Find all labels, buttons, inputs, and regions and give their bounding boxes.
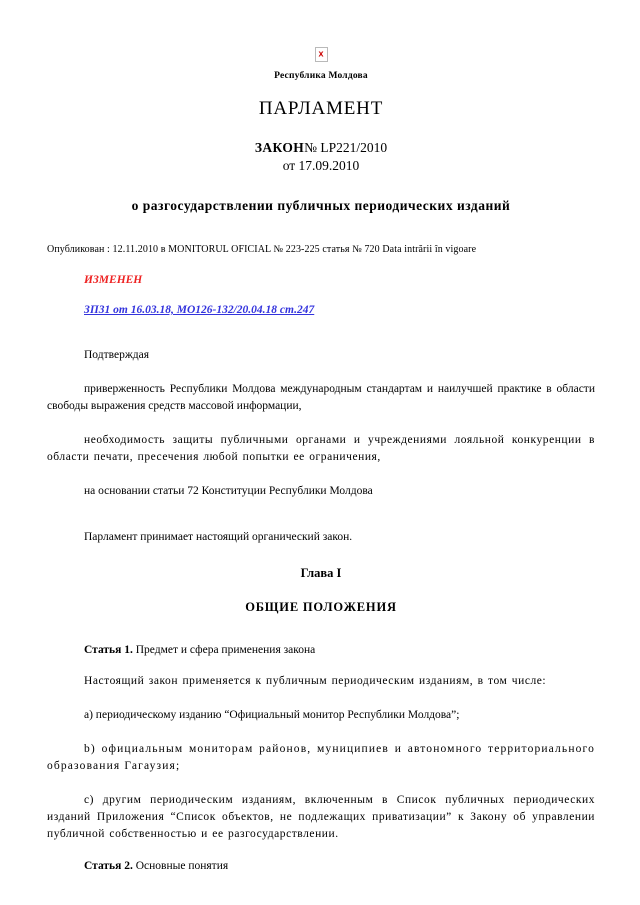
- preamble-clause-1: приверженность Республики Молдова международным стандартам и наилучшей практике в области свободы выражения средств массовой информации,: [47, 383, 595, 412]
- law-label: ЗАКОН: [254, 140, 305, 155]
- adoption-statement: Парламент принимает настоящий органический закон.: [84, 531, 353, 543]
- chapter-title: ОБЩИЕ ПОЛОЖЕНИЯ: [245, 600, 397, 614]
- institution-title: ПАРЛАМЕНТ: [258, 98, 384, 119]
- preamble-lead: Подтверждая: [84, 349, 150, 361]
- article-2-label: Статья 2.: [84, 860, 133, 872]
- broken-image-icon: [315, 47, 328, 62]
- amendment-link[interactable]: ЗП31 от 16.03.18, МО126-132/20.04.18 ст.247: [84, 304, 315, 316]
- amended-status-badge: ИЗМЕНЕН: [84, 274, 143, 286]
- article-1-item-a: a) периодическому изданию “Официальный монитор Республики Молдова”;: [84, 709, 460, 721]
- article-1-item-c: c) другим периодическим изданиям, включенным в Список публичных периодических изданий Приложения “Список объектов, не подлежащих приватизации” к Закону об управлении публичной собственностью и ее разгосударствлении.: [47, 794, 595, 840]
- article-2-title: Основные понятия: [135, 860, 229, 872]
- law-number: № LP221/2010: [304, 140, 388, 155]
- article-1-intro: Настоящий закон применяется к публичным периодическим изданиям, в том числе:: [84, 675, 547, 687]
- country-subtitle: Республика Молдова: [274, 71, 368, 81]
- preamble-clause-2: необходимость защиты публичными органами и учреждениями лояльной конкуренции в области печати, пресечения любой попытки ее ограничения,: [47, 434, 595, 463]
- article-1-heading: [47, 644, 595, 656]
- article-1-label: Статья 1.: [84, 644, 133, 656]
- broken-image-x-marker: x: [318, 48, 324, 59]
- article-2-heading: [47, 860, 595, 872]
- preamble-clause-3: на основании статьи 72 Конституции Республики Молдова: [84, 485, 373, 497]
- publication-info: Опубликован : 12.11.2010 в MONITORUL OFICIAL № 223-225 статья № 720 Data intrării în vigoare: [47, 244, 477, 255]
- page-title: о разгосударствлении публичных периодических изданий: [131, 198, 511, 213]
- law-date: от 17.09.2010: [282, 158, 360, 173]
- broken-image-container: [47, 0, 595, 63]
- chapter-number: Глава I: [300, 566, 342, 580]
- article-1-title: Предмет и сфера применения закона: [135, 644, 316, 656]
- law-number-line: [47, 140, 595, 156]
- article-1-item-b: b) официальным мониторам районов, муниципиев и автономного территориального образования Гагаузия;: [47, 743, 595, 772]
